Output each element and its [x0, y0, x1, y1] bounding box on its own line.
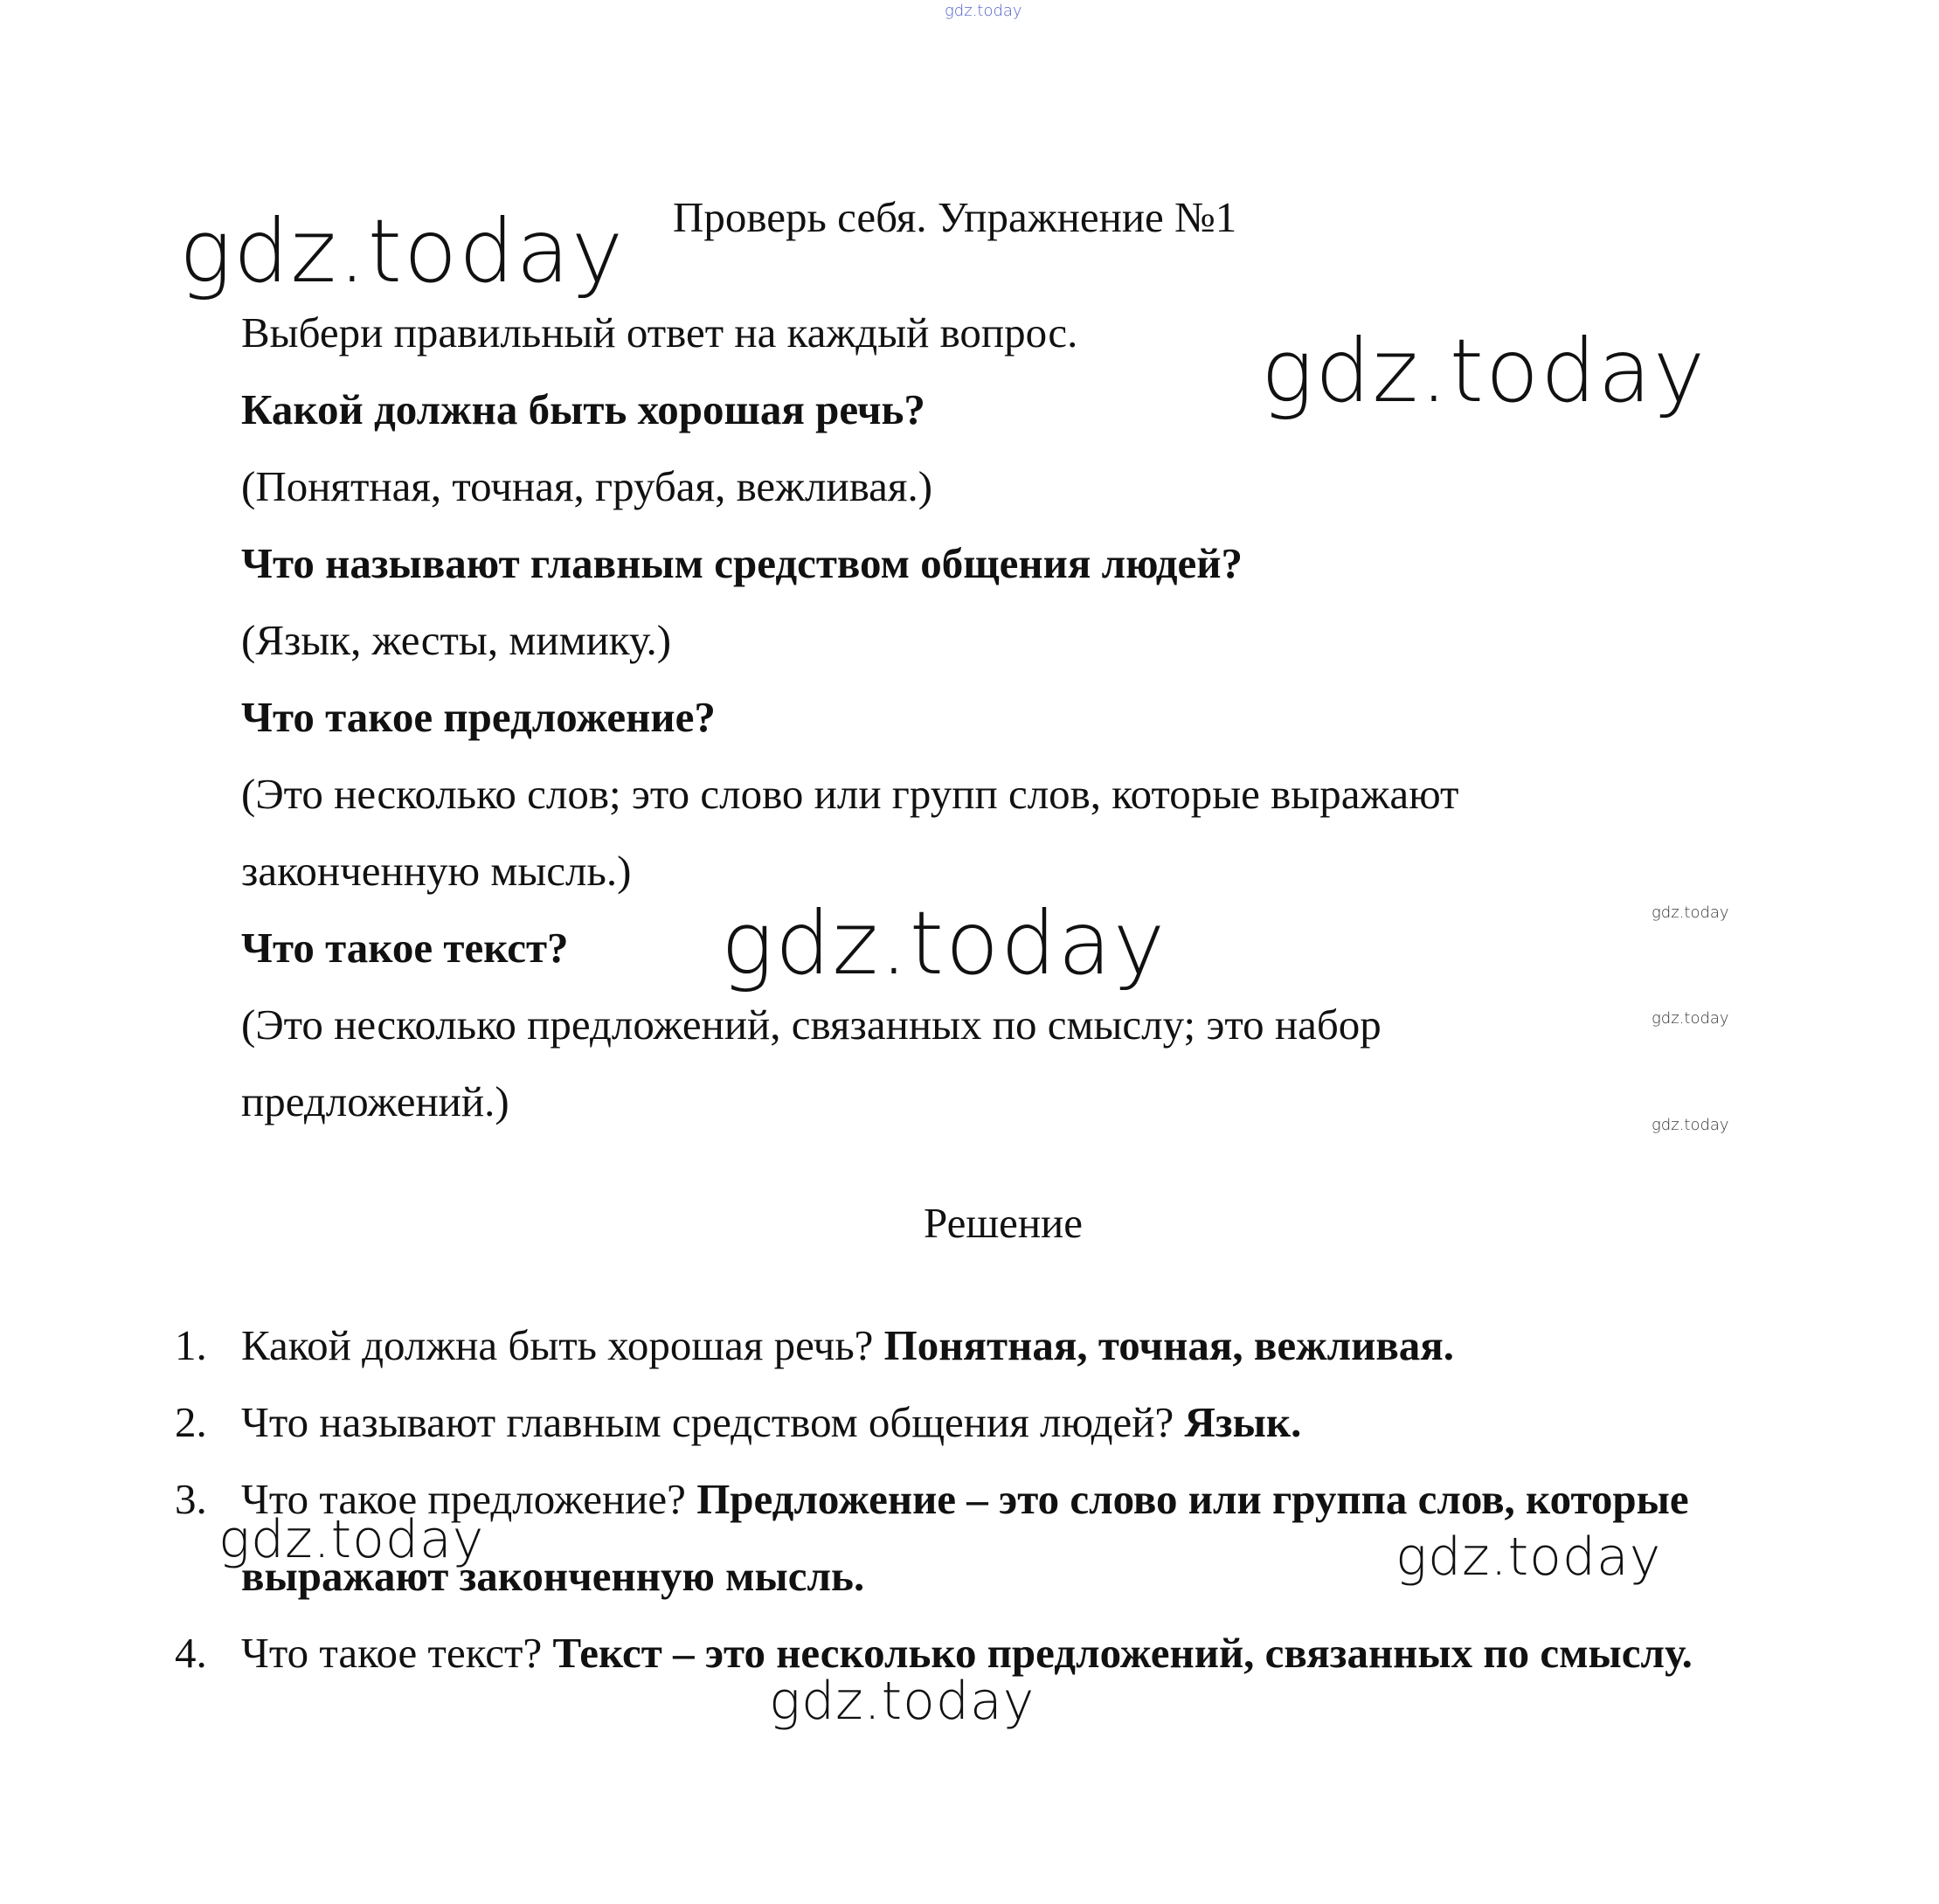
solution-question: Что называют главным средством общения людей? — [241, 1398, 1174, 1446]
question-4: Что такое текст? — [241, 924, 569, 972]
solution-item-4 — [175, 1615, 1783, 1692]
solution-question: Что такое предложение? — [241, 1475, 686, 1523]
options-4-line1: (Это несколько предложений, связанных по смыслу; это набор — [241, 1000, 1382, 1049]
options-3-line1: (Это несколько слов; это слово или групп слов, которые выражают — [241, 770, 1459, 818]
solution-item-2 — [175, 1384, 1783, 1461]
question-3: Что такое предложение? — [241, 693, 716, 741]
question-1: Какой должна быть хорошая речь? — [241, 385, 925, 433]
watermark-small: gdz.today — [1652, 904, 1729, 922]
watermark-small: gdz.today — [1652, 1009, 1729, 1028]
watermark-large: gdz.today — [179, 200, 626, 302]
list-number: 2. — [175, 1398, 207, 1446]
list-number: 1. — [175, 1321, 207, 1369]
solution-answer: Текст – это несколько предложений, связанных по смыслу. — [552, 1629, 1693, 1677]
page-title: Проверь себя. Упражнение №1 — [673, 193, 1237, 241]
watermark-large: gdz.today — [721, 892, 1167, 994]
watermark-top: gdz.today — [945, 2, 1022, 20]
solution-answer: Понятная, точная, вежливая. — [883, 1321, 1455, 1369]
solution-heading: Решение — [924, 1199, 1084, 1247]
solution-answer: Предложение – это слово или группа слов, которые выражают законченную мысль. — [241, 1475, 1689, 1600]
question-2: Что называют главным средством общения людей? — [241, 539, 1243, 587]
solution-item-1 — [175, 1307, 1783, 1384]
solution-question: Какой должна быть хорошая речь? — [241, 1321, 874, 1369]
solution-item-3 — [175, 1461, 1713, 1615]
options-1: (Понятная, точная, грубая, вежливая.) — [241, 462, 933, 510]
watermark-medium: gdz.today — [769, 1671, 1035, 1732]
options-4-line2: предложений.) — [241, 1077, 509, 1125]
options-3-line2: законченную мысль.) — [241, 847, 632, 895]
watermark-medium: gdz.today — [1395, 1527, 1662, 1588]
list-number: 4. — [175, 1629, 207, 1677]
list-number: 3. — [175, 1475, 207, 1523]
task-instruction: Выбери правильный ответ на каждый вопрос. — [241, 308, 1078, 357]
options-2: (Язык, жесты, мимику.) — [241, 616, 672, 664]
watermark-small: gdz.today — [1652, 1116, 1729, 1134]
watermark-large: gdz.today — [1261, 320, 1707, 422]
solution-question: Что такое текст? — [241, 1629, 543, 1677]
solution-answer: Язык. — [1184, 1398, 1302, 1446]
watermark-medium: gdz.today — [218, 1509, 485, 1570]
